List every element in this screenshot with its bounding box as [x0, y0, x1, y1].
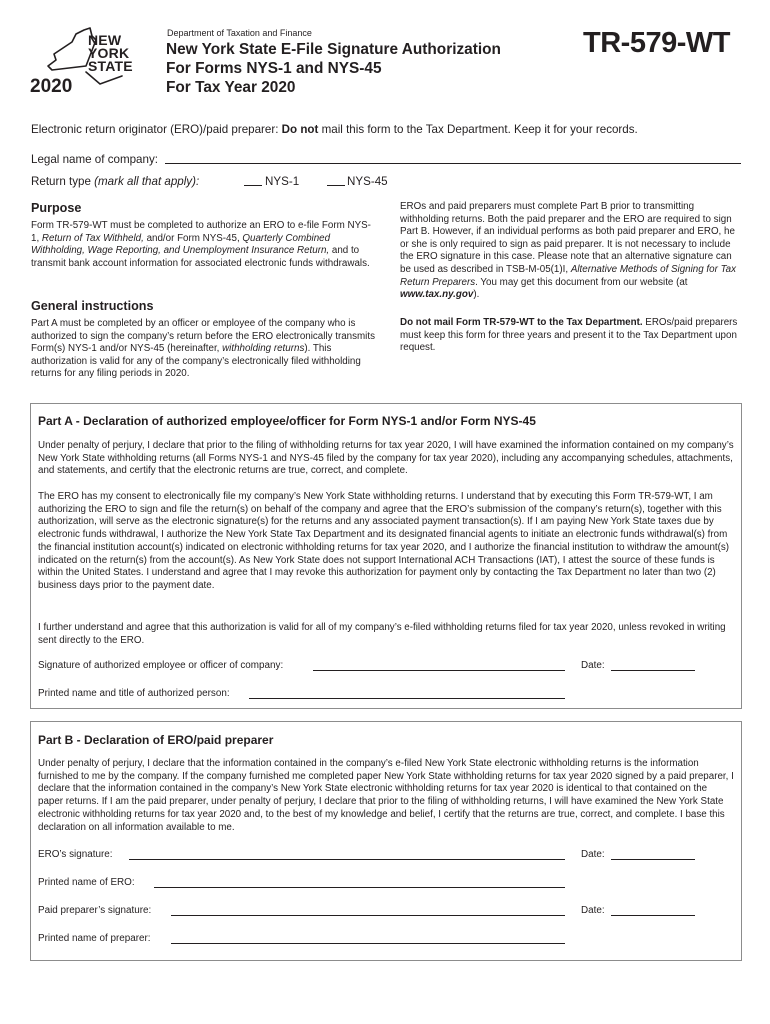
part-a-paragraph-3: I further understand and agree that this authorization is valid for all of my company’s e-filed withholding returns filed for tax year 2020, unless revoked in writing sent directly to the ERO.	[38, 622, 726, 646]
general-instructions-text: Part A must be completed by an officer or employee of the company who is authorized to sign the company’s return before the ERO electronically transmits Form(s) NYS-1 and/or NYS-45 (hereinafter, withholding returns). This authorization is valid for any of the company’s electronically filed withholding returns for any filing periods in 2020.	[31, 318, 375, 380]
part-a-signature-field[interactable]	[313, 670, 565, 671]
part-a-title: Part A - Declaration of authorized employee/officer for Form NYS-1 and/or Form NYS-45	[38, 414, 536, 428]
nys-1-label: NYS-1	[265, 175, 300, 188]
ero-signature-field[interactable]	[129, 859, 565, 860]
preparer-signature-field[interactable]	[171, 915, 565, 916]
nys-logo	[26, 26, 146, 96]
ero-printed-name-field[interactable]	[154, 887, 565, 888]
part-a-paragraph-1: Under penalty of perjury, I declare that prior to the filing of withholding returns for tax year 2020, I will have examined the information contained on my company’s New York State withholding returns (all Forms NYS-1 and NYS-45 filed by the company for tax year 2020), including any accompanying schedules, attachments, and statements, and certify that the electronic returns are true, correct, and complete.	[38, 440, 734, 477]
preparer-instructions-text: EROs and paid preparers must complete Part B prior to transmitting withholding returns. Both the paid preparer and the ERO are required to sign Part B. However, if an individual performs as both paid preparer and ERO, he or she is only required to sign as paid preparer. It is not necessary to include the ERO signature in this case. Please note that an alternative signature can be used as described in TSB-M-05(1)I, Alternative Methods of Signing for Tax Return Preparers. You may get this document from our website (at www.tax.ny.gov).	[400, 201, 737, 301]
general-instructions-heading: General instructions	[31, 299, 154, 313]
website-link[interactable]: www.tax.ny.gov	[400, 289, 474, 301]
part-a-printed-name-field[interactable]	[249, 698, 565, 699]
preparer-printed-name-field[interactable]	[171, 943, 565, 944]
form-number: TR-579-WT	[583, 27, 730, 59]
ero-signature-label: ERO’s signature:	[38, 849, 113, 860]
ero-instruction: Electronic return originator (ERO)/paid preparer: Do not mail this form to the Tax Department. Keep it for your records.	[31, 123, 638, 136]
legal-name-field[interactable]	[165, 163, 741, 164]
part-a-date-field[interactable]	[611, 670, 695, 671]
nys-45-label: NYS-45	[347, 175, 388, 188]
part-a-paragraph-2: The ERO has my consent to electronically file my company’s New York State withholding returns. I understand that by executing this Form TR-579-WT, I am authorizing the ERO to sign and file the return(s) on behalf of the company and agree that the ERO’s submission of the company’s return(s), together with this authorization, will serve as the electronic signature(s) for the returns and any associated payment transaction(s). If I am paying New York State taxes due by electronic funds withdrawal, I authorize the New York State Tax Department and its designated financial agents to initiate an electronic funds withdrawal(s) from the financial institution account(s) indicated on electronic withholding returns for tax year 2020, and I authorize the financial institution to withdraw the amount(s) indicated on the return(s) from the account(s). As New York State does not support International ACH Transactions (IAT), I attest the source of these funds is within the United States. I understand and agree that I may revoke this authorization for payment only by contacting the Tax Department no later than two (2) business days prior to the payment date.	[38, 491, 730, 591]
preparer-signature-label: Paid preparer’s signature:	[38, 905, 152, 916]
ero-printed-name-label: Printed name of ERO:	[38, 877, 135, 888]
part-b-title: Part B - Declaration of ERO/paid preparer	[38, 733, 274, 747]
logo-year: 2020	[30, 76, 73, 97]
preparer-date-label: Date:	[581, 905, 605, 916]
part-b-paragraph: Under penalty of perjury, I declare that the information contained in the company’s e-filed New York State electronic withholding returns is the information furnished to me by the company. If the company furnished me completed paper New York State withholding returns for tax year 2020 signed by a paid preparer, I declare that the information contained in the company’s New York State electronic withholding returns for tax year 2020 is identical to that contained on the paper returns. If I am the paid preparer, under penalty of perjury, I declare that prior to the filing of withholding returns, I will have examined the New York State electronic withholding returns for tax year 2020 and, to the best of my knowledge and belief, I certify that the returns are true, correct, and complete. I base this declaration on all information available to me.	[38, 758, 734, 833]
part-a-printed-name-label: Printed name and title of authorized person:	[38, 688, 230, 699]
purpose-heading: Purpose	[31, 201, 82, 215]
nys-45-checkbox[interactable]	[327, 185, 345, 186]
preparer-printed-name-label: Printed name of preparer:	[38, 933, 151, 944]
purpose-text: Form TR-579-WT must be completed to authorize an ERO to e-file Form NYS-1, Return of Tax Withheld, and/or Form NYS-45, Quarterly Combined Withholding, Wage Reporting, and Unemployment Insurance Return, and to transmit bank account information for associated electronic funds withdrawals.	[31, 220, 371, 269]
legal-name-label: Legal name of company:	[31, 153, 158, 166]
return-type-label: Return type (mark all that apply):	[31, 175, 200, 188]
preparer-date-field[interactable]	[611, 915, 695, 916]
department-name: Department of Taxation and Finance	[167, 28, 312, 38]
logo-text: NEW YORK STATE	[88, 32, 133, 74]
part-b-box	[30, 721, 742, 961]
nys-1-checkbox[interactable]	[244, 185, 262, 186]
part-a-date-label: Date:	[581, 660, 605, 671]
ero-date-label: Date:	[581, 849, 605, 860]
ero-date-field[interactable]	[611, 859, 695, 860]
form-title: New York State E-File Signature Authorization For Forms NYS-1 and NYS-45 For Tax Year 2020	[166, 41, 501, 96]
part-a-signature-label: Signature of authorized employee or officer of company:	[38, 660, 284, 671]
do-not-mail-text: Do not mail Form TR-579-WT to the Tax Department. EROs/paid preparers must keep this form for three years and present it to the Tax Department upon request.	[400, 317, 738, 354]
